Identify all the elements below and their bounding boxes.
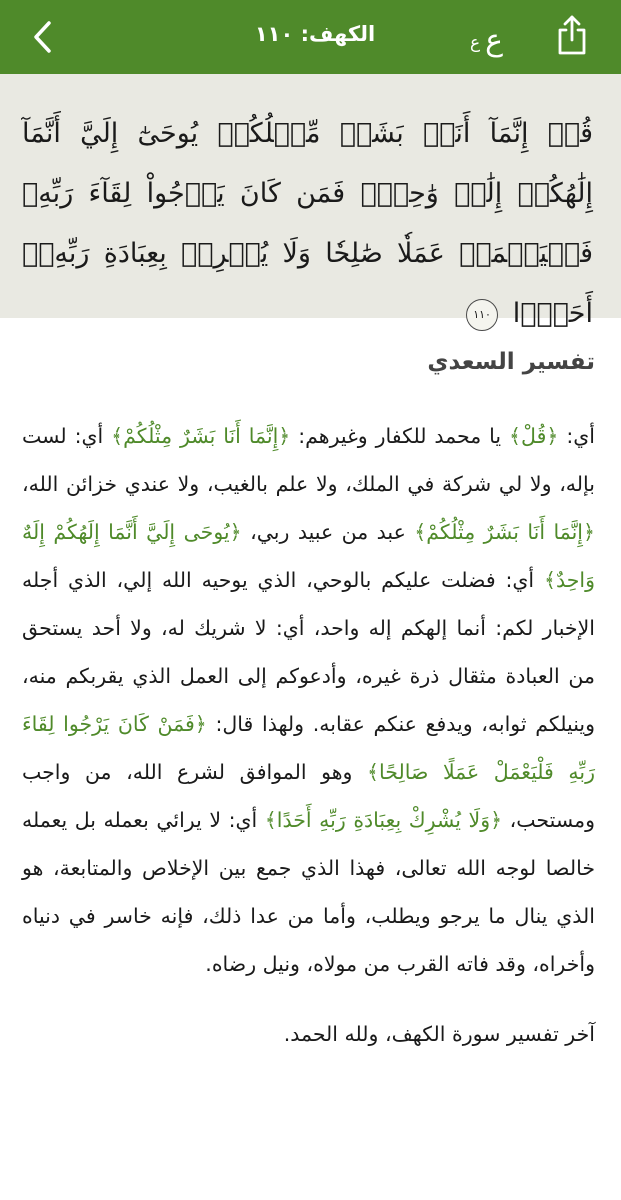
tafsir-text-segment: يا محمد للكفار وغيرهم: [290, 424, 510, 448]
surah-ayah-title: الكهف: ١١٠ [254, 22, 376, 46]
tafsir-closing-line: آخر تفسير سورة الكهف، ولله الحمد. [283, 1022, 595, 1046]
quran-quote: ﴿فَمَنْ كَانَ يَرْجُوا لِقَاءَ رَبِّهِ فَلْيَعْمَلْ عَمَلًا صَالِحًا﴾ [22, 712, 595, 784]
back-button[interactable] [26, 20, 60, 54]
verse-panel [0, 74, 621, 329]
quran-quote: ﴿يُوحَى إِلَيَّ أَنَّمَا إِلَهُكُمْ إِلَهٌ وَاحِدٌ﴾ [22, 520, 595, 592]
tafsir-section [0, 342, 621, 1054]
share-icon [555, 14, 589, 56]
quran-quote: ﴿وَلَا يُشْرِكْ بِعِبَادَةِ رَبِّهِ أَحَدًا﴾ [264, 808, 503, 832]
quran-quote: ﴿قُلْ﴾ [509, 424, 559, 448]
chevron-left-icon [32, 20, 54, 54]
verse-text [22, 104, 593, 344]
tafsir-title: تفسير السعدي [427, 349, 595, 375]
tafsir-text-segment: أي: [558, 424, 595, 448]
tafsir-body [22, 412, 595, 988]
tafsir-text-segment: أي: فضلت عليكم بالوحي، الذي يوحيه الله إلي، الذي أجله الإخبار لكم: أنما إلهكم إله واحد، أي: لا شريك له، ولا أحد يستحق من العبادة مثقال ذرة غيره، وأدعوكم إلى العمل الذي يقربكم منه، وينيلكم ثوابه، ويدفع عنكم عقابه. ولهذا قال: [22, 568, 595, 736]
tafsir-text-segment: أي: لست بإله، ولا لي شركة في الملك، ولا علم بالغيب، ولا عندي خزائن الله، [22, 424, 595, 496]
share-button[interactable] [552, 12, 592, 58]
top-navigation-bar [0, 0, 621, 74]
quran-quote: ﴿إِنَّمَا أَنَا بَشَرٌ مِثْلُكُمْ﴾ [414, 520, 595, 544]
tafsir-text-segment: أي: لا يرائي بعمله بل يعمله خالصا لوجه الله تعالى، فهذا الذي جمع بين الإخلاص والمتابعة، هو الذي ينال ما يرجو ويطلب، وأما من عدا ذلك، فإنه خاسر في دنياه وأخراه، وقد فاته القرب من مولاه، ونيل رضاه. [22, 808, 595, 976]
verse-arabic: قُلۡ إِنَّمَآ أَنَا۠ بَشَرٞ مِّثۡلُكُمۡ يُوحَىٰٓ إِلَيَّ أَنَّمَآ إِلَٰهُكُمۡ إِلَٰهٞ وَٰحِدٞۖ فَمَن كَانَ يَرۡجُواْ لِقَآءَ رَبِّهِۦ فَلۡيَعۡمَلۡ عَمَلٗا صَٰلِحٗا وَلَا يُشۡرِكۡ بِعِبَادَةِ رَبِّهِۦٓ أَحَدَۢا [22, 118, 593, 329]
quran-quote: ﴿إِنَّمَا أَنَا بَشَرٌ مِثْلُكُمْ﴾ [111, 424, 291, 448]
font-size-large-glyph: ع [485, 23, 504, 58]
font-size-button[interactable] [470, 16, 530, 56]
font-size-small-glyph: ع [470, 33, 481, 53]
tafsir-text-segment: عبد من عبيد ربي، [241, 520, 415, 544]
ayah-number-marker: ١١٠ [466, 299, 498, 331]
tafsir-text-segment: وهو الموافق لشرع الله، من واجب ومستحب، [22, 760, 595, 832]
